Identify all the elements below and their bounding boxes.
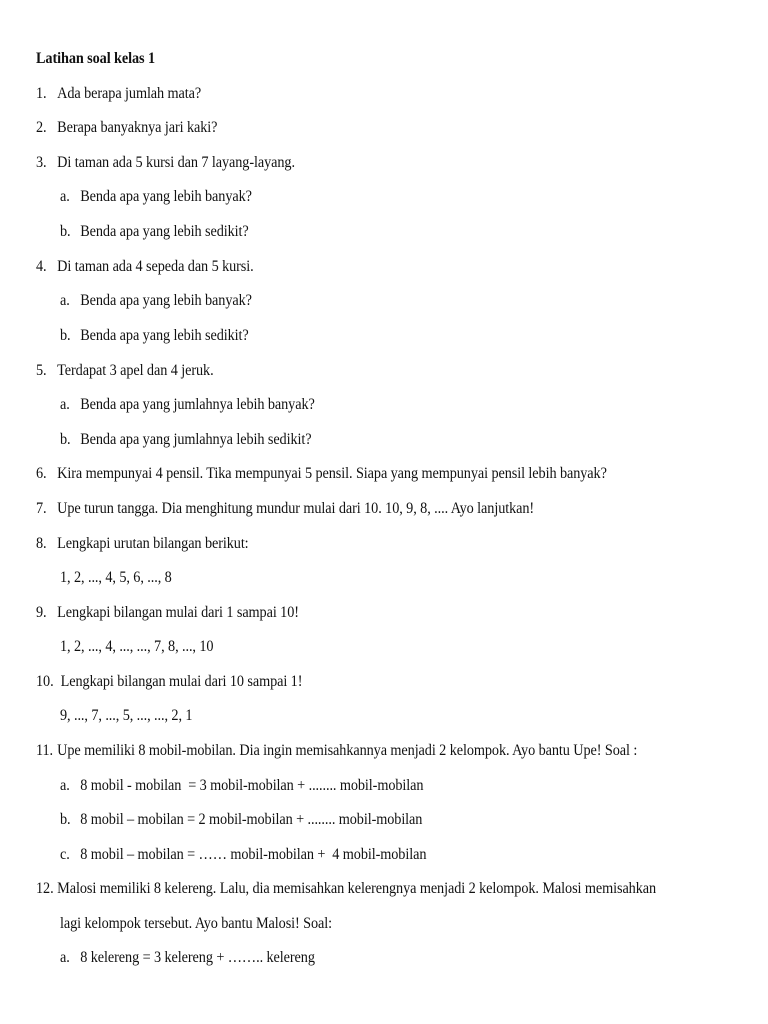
question-number: 11. <box>36 742 54 759</box>
question-text: Malosi memiliki 8 kelereng. Lalu, dia memisahkan kelerengnya menjadi 2 kelompok. Malosi memisahkan <box>57 880 657 897</box>
question-3 <box>36 153 295 173</box>
sub-question-text: Benda apa yang lebih sedikit? <box>80 327 249 344</box>
question-4b <box>60 326 249 346</box>
question-number: 10. <box>36 673 54 690</box>
question-2 <box>36 118 217 138</box>
sub-question-letter: b. <box>60 223 71 240</box>
sub-question-letter: b. <box>60 811 71 828</box>
question-7 <box>36 499 534 519</box>
question-12a <box>60 948 315 968</box>
question-4a <box>60 291 252 311</box>
question-3a <box>60 187 252 207</box>
question-number: 2. <box>36 119 47 136</box>
sub-question-letter: b. <box>60 327 71 344</box>
question-11c <box>60 845 426 865</box>
question-number: 1. <box>36 85 47 102</box>
question-number: 3. <box>36 154 47 171</box>
sub-question-text: 8 mobil – mobilan = 2 mobil-mobilan + ........ mobil-mobilan <box>80 811 423 828</box>
number-sequence: 9, ..., 7, ..., 5, ..., ..., 2, 1 <box>60 707 193 724</box>
question-11 <box>36 741 637 761</box>
sub-question-letter: c. <box>60 846 70 863</box>
question-text: Kira mempunyai 4 pensil. Tika mempunyai 5 pensil. Siapa yang mempunyai pensil lebih banyak? <box>57 465 607 482</box>
question-number: 12. <box>36 880 54 897</box>
question-12 <box>36 879 656 899</box>
question-number: 4. <box>36 258 47 275</box>
question-1 <box>36 84 201 104</box>
sub-question-text: 8 kelereng = 3 kelereng + …….. kelereng <box>80 949 315 966</box>
question-text: Lengkapi urutan bilangan berikut: <box>57 535 249 552</box>
question-text: Lengkapi bilangan mulai dari 10 sampai 1! <box>57 673 303 690</box>
question-number: 8. <box>36 535 47 552</box>
question-text: Ada berapa jumlah mata? <box>57 85 202 102</box>
sub-question-text: 8 mobil – mobilan = …… mobil-mobilan + 4 mobil-mobilan <box>80 846 427 863</box>
sub-question-letter: a. <box>60 949 70 966</box>
question-5b <box>60 430 311 450</box>
question-6 <box>36 464 607 484</box>
sub-question-text: Benda apa yang lebih banyak? <box>80 188 252 205</box>
sub-question-letter: a. <box>60 188 70 205</box>
question-number: 5. <box>36 362 47 379</box>
question-5 <box>36 361 214 381</box>
question-text: Upe memiliki 8 mobil-mobilan. Dia ingin memisahkannya menjadi 2 kelompok. Ayo bantu Upe! Soal : <box>57 742 638 759</box>
question-number: 7. <box>36 500 47 517</box>
question-text: Di taman ada 5 kursi dan 7 layang-layang. <box>57 154 295 171</box>
question-text: Terdapat 3 apel dan 4 jeruk. <box>57 362 214 379</box>
sub-question-letter: b. <box>60 431 71 448</box>
question-text: Di taman ada 4 sepeda dan 5 kursi. <box>57 258 254 275</box>
question-12-continued: lagi kelompok tersebut. Ayo bantu Malosi! Soal: <box>60 915 333 932</box>
sub-question-text: Benda apa yang jumlahnya lebih sedikit? <box>80 431 312 448</box>
question-text: Berapa banyaknya jari kaki? <box>57 119 218 136</box>
sub-question-text: Benda apa yang jumlahnya lebih banyak? <box>80 396 315 413</box>
document-title: Latihan soal kelas 1 <box>36 50 156 67</box>
question-number: 9. <box>36 604 47 621</box>
sub-question-letter: a. <box>60 292 70 309</box>
sub-question-letter: a. <box>60 396 70 413</box>
question-5a <box>60 395 315 415</box>
question-text: Lengkapi bilangan mulai dari 1 sampai 10! <box>57 604 299 621</box>
question-11a <box>60 776 423 796</box>
question-11b <box>60 810 422 830</box>
question-4 <box>36 257 254 277</box>
question-9 <box>36 603 299 623</box>
question-10 <box>36 672 302 692</box>
sub-question-letter: a. <box>60 777 70 794</box>
sub-question-text: 8 mobil - mobilan = 3 mobil-mobilan + ........ mobil-mobilan <box>80 777 424 794</box>
question-3b <box>60 222 249 242</box>
number-sequence: 1, 2, ..., 4, 5, 6, ..., 8 <box>60 569 172 586</box>
sub-question-text: Benda apa yang lebih banyak? <box>80 292 252 309</box>
question-number: 6. <box>36 465 47 482</box>
sub-question-text: Benda apa yang lebih sedikit? <box>80 223 249 240</box>
number-sequence: 1, 2, ..., 4, ..., ..., 7, 8, ..., 10 <box>60 638 214 655</box>
question-text: Upe turun tangga. Dia menghitung mundur mulai dari 10. 10, 9, 8, .... Ayo lanjutkan! <box>57 500 535 517</box>
question-8 <box>36 534 249 554</box>
